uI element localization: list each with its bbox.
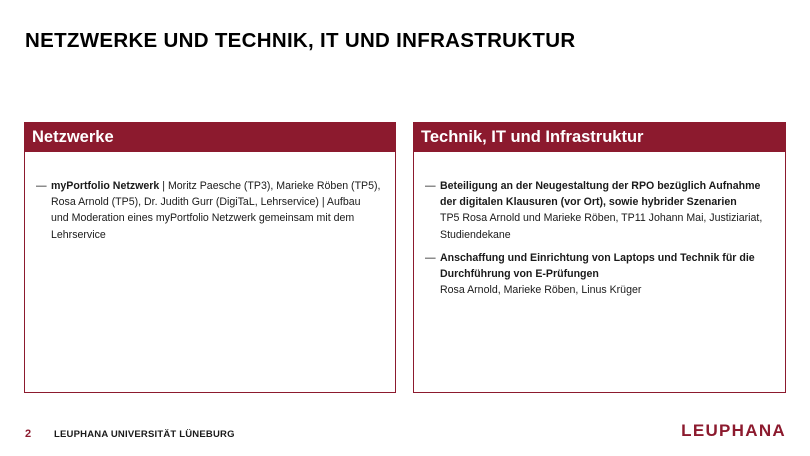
list-item-bold: Anschaffung und Einrichtung von Laptops und Technik für die Durchführung von E-Prüfungen: [440, 251, 755, 281]
page-title: NETZWERKE UND TECHNIK, IT UND INFRASTRUKTUR: [25, 29, 576, 52]
technik-panel-header: Technik, IT und Infrastruktur: [414, 123, 785, 152]
list-item-text: [51, 178, 381, 243]
list-item-bold: myPortfolio Netzwerk: [51, 180, 160, 192]
technik-panel: [413, 122, 786, 393]
netzwerke-panel-header: Netzwerke: [25, 123, 395, 152]
page-number: 2: [25, 428, 32, 440]
netzwerke-panel: [24, 122, 396, 393]
list-item: [425, 178, 771, 243]
bullet-dash: —: [425, 251, 436, 264]
list-item-text: [440, 178, 771, 243]
list-item-text: [440, 250, 771, 299]
list-item: [425, 250, 771, 299]
technik-list: [414, 152, 785, 298]
list-item-detail: Rosa Arnold, Marieke Röben, Linus Krüger: [440, 284, 642, 297]
list-item-detail: | Moritz Paesche (TP3), Marieke Röben (TP5), Rosa Arnold (TP5), Dr. Judith Gurr (DigiTaL, Lehrservice) | Aufbau und Moderation eines myPortfolio Netzwerk gemeinsam mit dem Lehrservice: [51, 180, 381, 241]
list-item-bold: Beteiligung an der Neugestaltung der RPO bezüglich Aufnahme der digitalen Klausuren (vor Ort), sowie hybrider Szenarien: [440, 180, 761, 209]
netzwerke-list: [25, 152, 395, 243]
bullet-dash: —: [425, 180, 436, 192]
leuphana-logo: LEUPHANA: [681, 421, 786, 440]
footer-university: LEUPHANA UNIVERSITÄT LÜNEBURG: [54, 429, 235, 440]
bullet-dash: —: [36, 180, 47, 192]
list-item-detail: TP5 Rosa Arnold und Marieke Röben, TP11 Johann Mai, Justiziariat, Studiendekane: [440, 212, 763, 241]
list-item: [36, 178, 381, 243]
